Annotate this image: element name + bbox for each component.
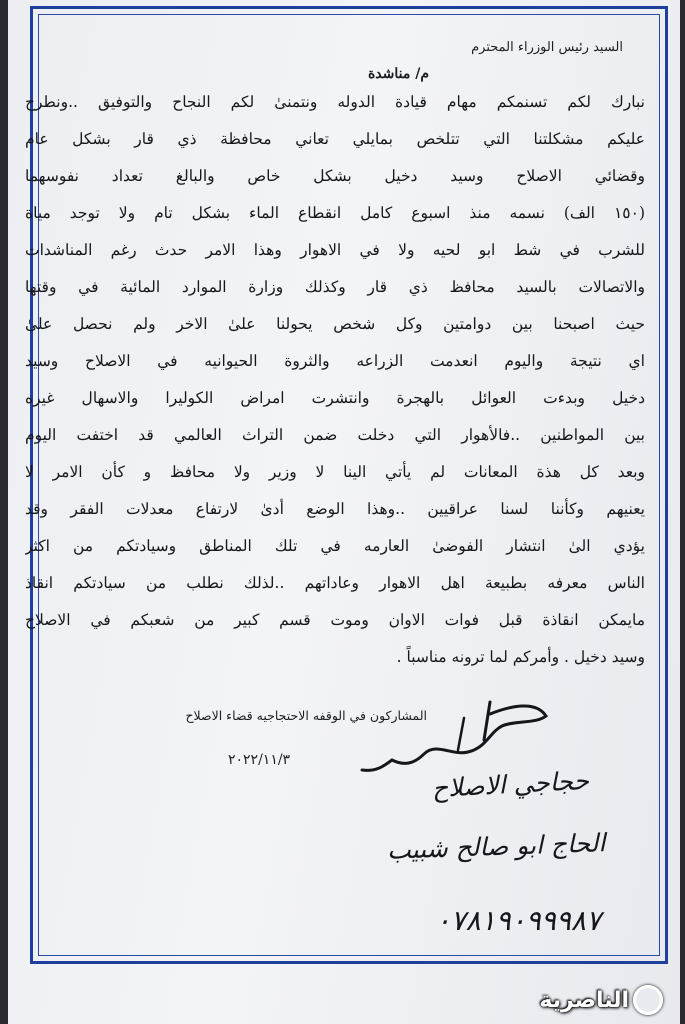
participants-line: المشاركون في الوقفه الاحتجاجيه قضاء الاصلاح	[185, 708, 427, 723]
letter-line: وقضائي الاصلاح وسيد دخيل بشكل خاص والبالغ تعداد نفوسهما	[25, 167, 645, 185]
letter-line: دخيل وبدءت العوائل بالهجرة وانتشرت امراض الكوليرا والاسهال غيره	[25, 389, 645, 407]
letter-line: وسيد دخيل . وأمركم لما ترونه مناسباً .	[396, 648, 645, 666]
letter-line: (١٥٠ الف) نسمه منذ اسبوع كامل انقطاع الماء بشكل تام ولا توجد مياة	[25, 204, 645, 222]
letter-date: ٢٠٢٢/١١/٣	[228, 752, 291, 768]
watermark-text: الناصرية	[539, 987, 629, 1013]
letter-line: عليكم مشكلتنا التي تتلخص بمايلي تعاني محافظة ذي قار بشكل عام	[25, 130, 645, 148]
logo-ring-icon	[633, 985, 663, 1015]
letter-body	[25, 84, 645, 676]
letter-line: حيث اصبحنا بين دوامتين وكل شخص يحولنا علىٰ الاخر ولم نحصل علىٰ	[25, 315, 645, 333]
letter-line: اي نتيجة واليوم انعدمت الزراعه والثروة الحيوانيه في الاصلاح وسيد	[25, 352, 645, 370]
watermark-logo	[537, 980, 663, 1020]
handwritten-name-2: الحاج ابو صالح شبيب	[386, 828, 606, 865]
letter-line: بين المواطنين ..فالأهوار التي دخلت ضمن التراث العالمي قد اختفت اليوم	[25, 426, 645, 444]
letter-subject: م/ مناشدة	[367, 66, 429, 82]
letter-line: يؤدي الىٰ انتشار الفوضىٰ العارمه في تلك المناطق وسيادتكم من اكثر	[25, 537, 645, 555]
letter-addressee: السيد رئيس الوزراء المحترم	[471, 40, 623, 55]
letter-line: يعنيهم وكأننا لسنا عراقيين ..وهذا الوضع أدىٰ لارتفاع معدلات الفقر وقد	[25, 500, 645, 518]
handwritten-name-1: حجاجي الاصلاح	[431, 765, 590, 804]
letter-line: الناس معرفه بطبيعة اهل الاهوار وعاداتهم ..لذلك نطلب من سيادتكم انقاذ	[25, 574, 645, 592]
letter-line: نبارك لكم تسنمكم مهام قيادة الدوله ونتمنىٰ لكم النجاح والتوفيق ..ونطرح	[25, 93, 645, 111]
letter-line: مايمكن انقاذة قبل فوات الاوان وموت قسم كبير من شعبكم في الاصلاح	[25, 611, 645, 629]
letter-line: للشرب في شط ابو لحيه ولا في الاهوار وهذا الامر حدث رغم المناشدات	[25, 241, 645, 259]
letter-line: وبعد كل هذة المعانات لم يأتي الينا لا وزير ولا محافظ و كأن الامر لا	[25, 463, 645, 481]
handwritten-phone: ٠٧٨١٩٠٩٩٩٨٧	[435, 904, 601, 937]
letter-line: والاتصالات بالسيد محافظ ذي قار وكذلك وزارة الموارد المائية في وقتها	[25, 278, 645, 296]
